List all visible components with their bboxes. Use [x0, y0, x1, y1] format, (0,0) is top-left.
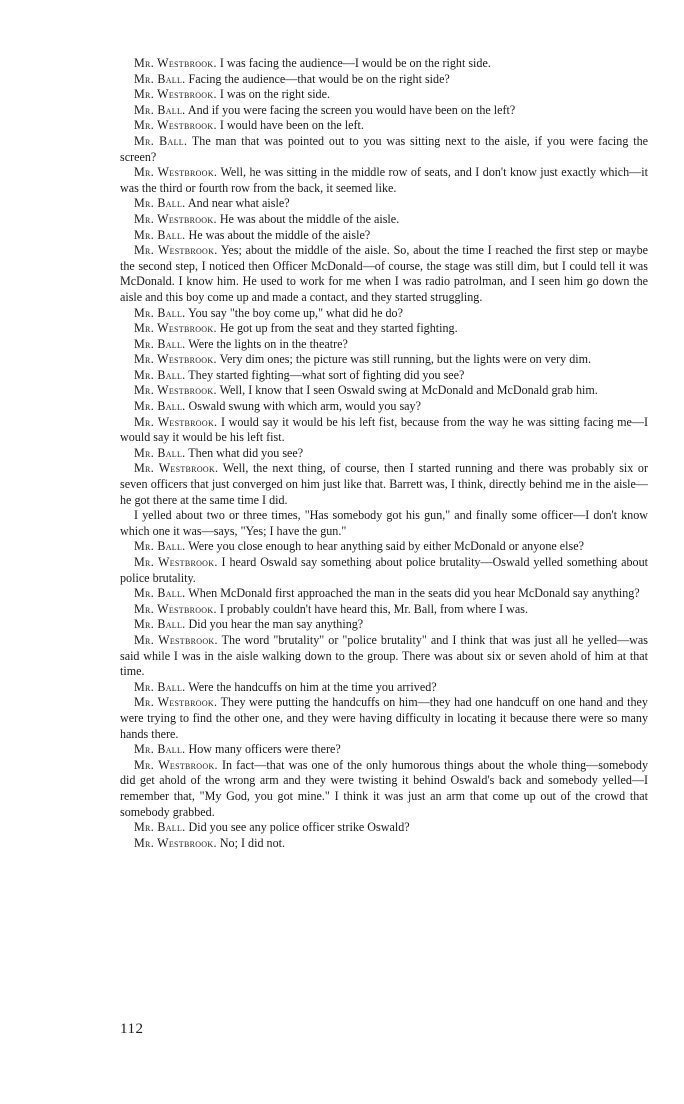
- speaker-name: Mr. Westbrook.: [134, 87, 217, 102]
- testimony-paragraph: [120, 539, 648, 555]
- speaker-name: Mr. Westbrook.: [134, 352, 217, 367]
- testimony-paragraph: [120, 165, 648, 196]
- testimony-paragraph: [120, 617, 648, 633]
- speaker-name: Mr. Westbrook.: [134, 383, 217, 398]
- testimony-text: Did you hear the man say anything?: [188, 617, 364, 632]
- testimony-paragraph: [120, 134, 648, 165]
- testimony-text: And near what aisle?: [187, 196, 290, 211]
- testimony-paragraph: [120, 461, 648, 508]
- testimony-paragraph: [120, 72, 648, 88]
- speaker-name: Mr. Westbrook.: [134, 555, 218, 569]
- testimony-text: He was about the middle of the aisle.: [219, 211, 400, 226]
- speaker-name: Mr. Westbrook.: [134, 165, 218, 180]
- testimony-text: Well, he was sitting in the middle row of seats, and I don't know just exactly which—it was the third or fourth row from the back, it seemed like.: [120, 165, 648, 195]
- testimony-paragraph: [120, 337, 648, 353]
- testimony-paragraph: [120, 555, 648, 586]
- testimony-text: Well, the next thing, of course, then I started running and there was probably six or seven officers that just converged on him just like that. Barrett was, I think, directly behind me in the aisle—he got there at the same time I did.: [120, 461, 648, 507]
- speaker-name: Mr. Ball.: [134, 196, 186, 211]
- speaker-name: Mr. Ball.: [134, 617, 186, 632]
- testimony-text: Were the lights on in the theatre?: [188, 336, 348, 351]
- speaker-name: Mr. Ball.: [134, 586, 186, 601]
- testimony-paragraph: [120, 118, 648, 134]
- speaker-name: Mr. Ball.: [134, 71, 186, 86]
- testimony-text: When McDonald first approached the man in the seats did you hear McDonald say anything?: [188, 586, 640, 601]
- speaker-name: Mr. Ball.: [134, 336, 186, 351]
- testimony-text: Were you close enough to hear anything said by either McDonald or anyone else?: [188, 539, 584, 554]
- testimony-text: Were the handcuffs on him at the time you arrived?: [188, 679, 437, 694]
- page-number: 112: [120, 1021, 144, 1037]
- testimony-paragraph: [120, 368, 648, 384]
- testimony-text: I probably couldn't have heard this, Mr. Ball, from where I was.: [219, 601, 528, 616]
- speaker-name: Mr. Ball.: [134, 742, 186, 757]
- speaker-name: Mr. Ball.: [134, 305, 186, 320]
- testimony-text: Oswald swung with which arm, would you say?: [188, 399, 421, 414]
- testimony-paragraph: [120, 508, 648, 539]
- testimony-paragraph: [120, 633, 648, 680]
- speaker-name: Mr. Westbrook.: [134, 632, 218, 647]
- testimony-text: I was facing the audience—I would be on the right side.: [219, 56, 491, 70]
- speaker-name: Mr. Westbrook.: [134, 601, 217, 616]
- speaker-name: Mr. Westbrook.: [134, 211, 217, 226]
- testimony-paragraph: [120, 196, 648, 212]
- speaker-name: Mr. Ball.: [134, 820, 186, 835]
- testimony-text: Well, I know that I seen Oswald swing at McDonald and McDonald grab him.: [219, 383, 598, 398]
- testimony-paragraph: [120, 352, 648, 368]
- testimony-paragraph: [120, 742, 648, 758]
- speaker-name: Mr. Westbrook.: [134, 461, 219, 476]
- speaker-name: Mr. Ball.: [134, 539, 186, 554]
- speaker-name: Mr. Westbrook.: [134, 835, 217, 850]
- testimony-text: Then what did you see?: [188, 445, 304, 460]
- testimony-paragraph: [120, 87, 648, 103]
- speaker-name: Mr. Ball.: [134, 445, 186, 460]
- testimony-paragraph: [120, 415, 648, 446]
- testimony-paragraph: [120, 321, 648, 337]
- testimony-text: I would say it would be his left fist, because from the way he was sitting facing me—I would say it would be his left fist.: [120, 414, 648, 445]
- testimony-paragraph: [120, 212, 648, 228]
- testimony-text: I would have been on the left.: [219, 118, 364, 133]
- testimony-paragraph: [120, 103, 648, 119]
- speaker-name: Mr. Ball.: [134, 367, 186, 382]
- testimony-text: He was about the middle of the aisle?: [188, 227, 371, 242]
- speaker-name: Mr. Westbrook.: [134, 243, 218, 258]
- testimony-paragraph: [120, 602, 648, 618]
- testimony-paragraph: [120, 820, 648, 836]
- speaker-name: Mr. Ball.: [134, 679, 186, 694]
- testimony-text: He got up from the seat and they started fighting.: [219, 321, 458, 336]
- testimony-text: Facing the audience—that would be on the right side?: [188, 71, 450, 86]
- testimony-paragraph: [120, 243, 648, 305]
- testimony-text: I was on the right side.: [219, 87, 330, 102]
- testimony-paragraph: [120, 56, 648, 72]
- testimony-paragraph: [120, 446, 648, 462]
- testimony-text: They were putting the handcuffs on him—they had one handcuff on one hand and they were trying to find the other one, and they were having difficulty in locating it because there were so many hands there.: [120, 695, 648, 741]
- testimony-text: No; I did not.: [219, 835, 285, 850]
- speaker-name: Mr. Ball.: [134, 102, 186, 117]
- speaker-name: Mr. Westbrook.: [134, 695, 218, 710]
- testimony-text: In fact—that was one of the only humorous things about the whole thing—somebody did get ahold of the wrong arm and they were twisting it behind Oswald's back and somebody yelled—I remember that, "My God, you got mine." I think it was just an arm that come up out of the crowd that somebody grabbed.: [120, 757, 648, 819]
- testimony-paragraph: [120, 680, 648, 696]
- testimony-text: The word "brutality" or "police brutality" and I think that was just all he yelled—was said while I was in the aisle walking down to the group. There was about six or seven ahold of him at that time.: [120, 632, 648, 679]
- testimony-text: You say "the boy come up," what did he do?: [188, 305, 403, 320]
- speaker-name: Mr. Westbrook.: [134, 118, 217, 133]
- transcript-page: [120, 56, 648, 851]
- testimony-text: They started fighting—what sort of fighting did you see?: [188, 367, 465, 382]
- testimony-text: The man that was pointed out to you was sitting next to the aisle, if you were facing the screen?: [120, 133, 648, 164]
- testimony-text: Very dim ones; the picture was still running, but the lights were on very dim.: [219, 352, 592, 367]
- testimony-text: Did you see any police officer strike Oswald?: [188, 820, 410, 835]
- testimony-paragraph: [120, 836, 648, 852]
- speaker-name: Mr. Ball.: [134, 133, 188, 148]
- testimony-paragraph: [120, 228, 648, 244]
- speaker-name: Mr. Westbrook.: [134, 757, 218, 772]
- testimony-paragraph: [120, 399, 648, 415]
- testimony-text: I heard Oswald say something about police brutality—Oswald yelled something about police brutality.: [120, 555, 648, 585]
- speaker-name: Mr. Ball.: [134, 399, 186, 414]
- testimony-text: And if you were facing the screen you would have been on the left?: [187, 102, 516, 117]
- speaker-name: Mr. Ball.: [134, 227, 186, 242]
- testimony-text: Yes; about the middle of the aisle. So, about the time I reached the first step or maybe the second step, I noticed then Officer McDonald—of course, the stage was still dim, but I could tell it was McDonald. I know him. He used to work for me when I was radio patrolman, and I seen him go down the aisle and this boy come up and made a contact, and they started struggling.: [120, 243, 648, 304]
- testimony-paragraph: [120, 306, 648, 322]
- testimony-paragraph: [120, 758, 648, 820]
- speaker-name: Mr. Westbrook.: [134, 321, 217, 336]
- testimony-paragraph: [120, 383, 648, 399]
- speaker-name: Mr. Westbrook.: [134, 56, 217, 70]
- speaker-name: Mr. Westbrook.: [134, 414, 218, 429]
- testimony-paragraph: [120, 695, 648, 742]
- testimony-text: How many officers were there?: [188, 742, 341, 757]
- testimony-paragraph: [120, 586, 648, 602]
- testimony-text: I yelled about two or three times, "Has somebody got his gun," and finally some officer—I don't know which one it was—says, "Yes; I have the gun.": [120, 508, 648, 538]
